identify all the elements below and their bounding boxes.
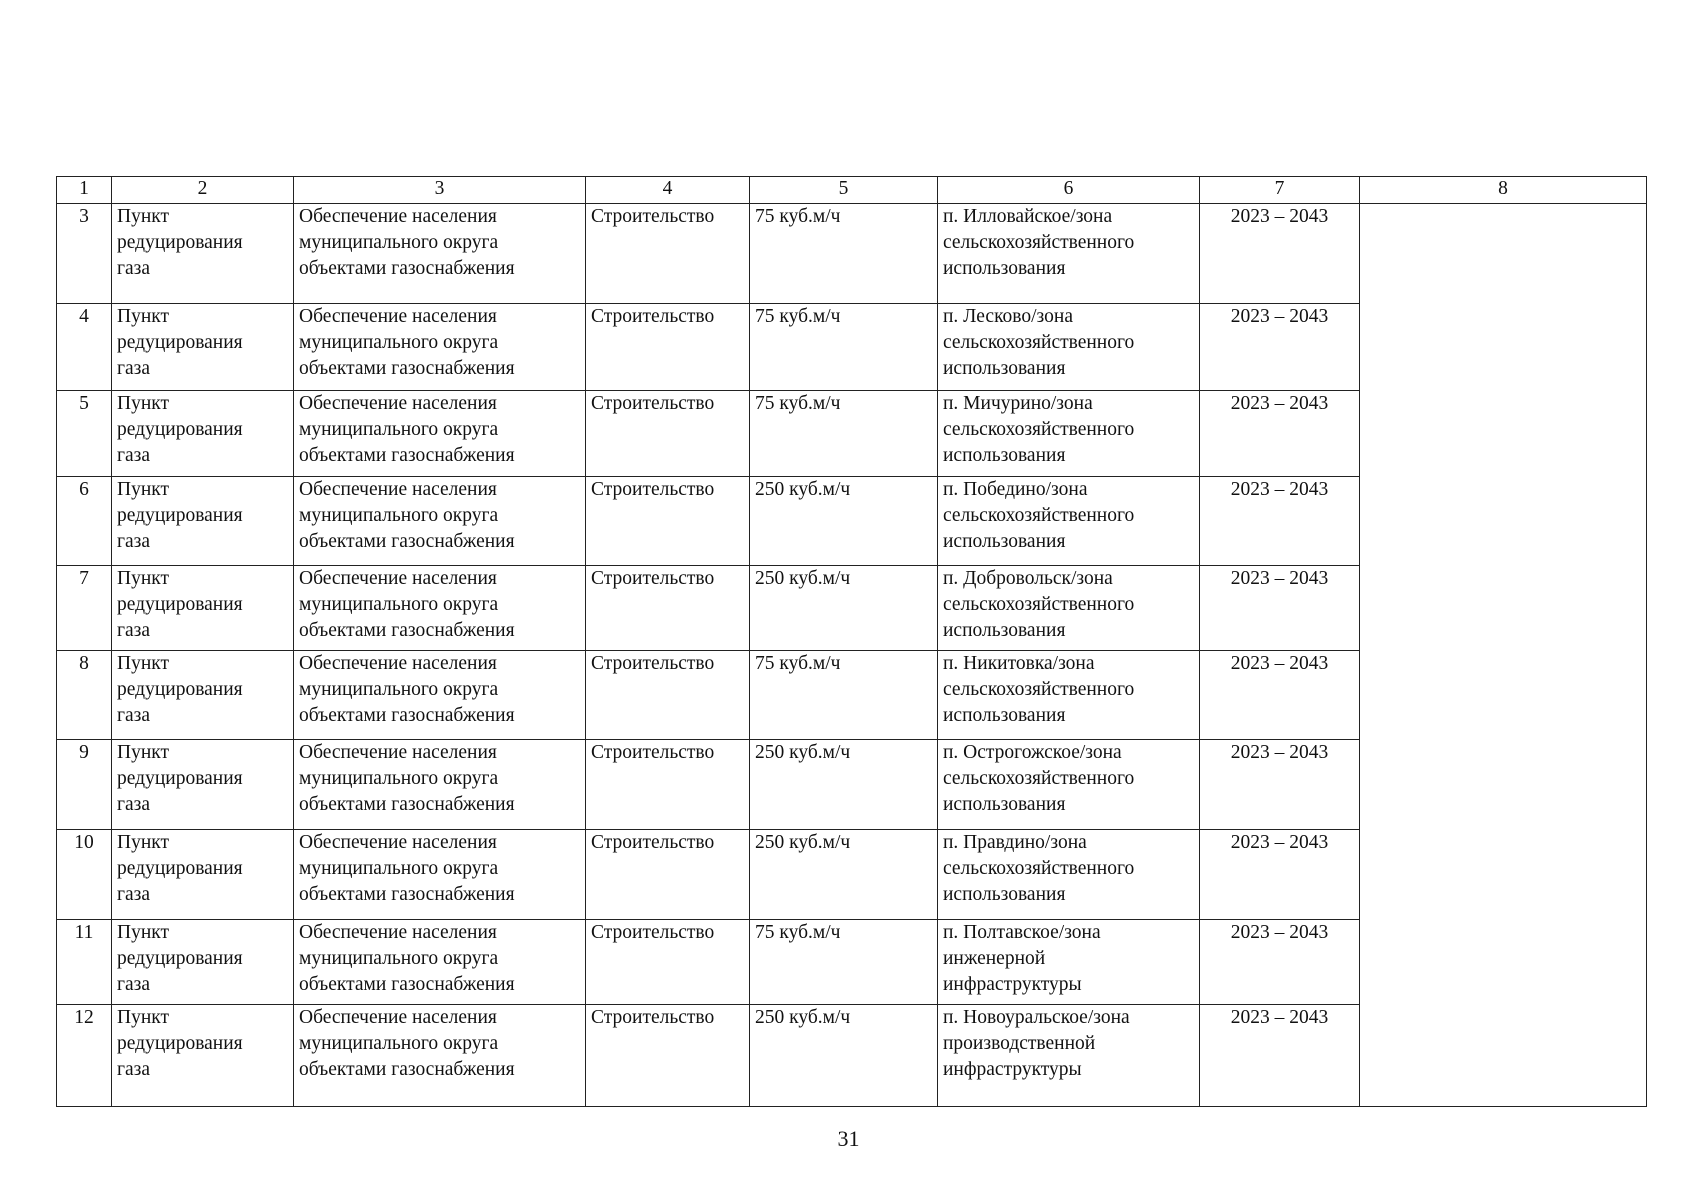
notes-cell (1360, 651, 1647, 740)
object-name-cell (112, 651, 294, 740)
location-cell-line: сельскохозяйственного (943, 332, 1135, 353)
notes-cell (1360, 1005, 1647, 1107)
purpose-cell (294, 1005, 586, 1107)
capacity-cell: 250 куб.м/ч (750, 1005, 938, 1107)
period-cell: 2023 – 2043 (1200, 566, 1360, 651)
row-number-cell: 3 (57, 204, 112, 304)
purpose-cell-line: муниципального округа (299, 948, 499, 969)
purpose-cell-line: объектами газоснабжения (299, 705, 515, 726)
purpose-cell-line: муниципального округа (299, 1033, 499, 1054)
object-name-cell (112, 566, 294, 651)
action-cell: Строительство (586, 304, 750, 391)
object-name-cell (112, 391, 294, 477)
header-col-6: 6 (938, 177, 1200, 204)
object-name-cell-line: редуцирования (117, 1033, 243, 1054)
table-row (57, 204, 1647, 304)
location-cell-line: сельскохозяйственного (943, 594, 1135, 615)
object-name-cell-line: Пункт (117, 922, 170, 943)
object-name-cell-line: Пункт (117, 393, 170, 414)
object-name-cell-line: газа (117, 794, 151, 815)
location-cell (938, 304, 1200, 391)
purpose-cell-line: объектами газоснабжения (299, 1059, 515, 1080)
location-cell-line: использования (943, 258, 1066, 279)
period-cell: 2023 – 2043 (1200, 920, 1360, 1005)
object-name-cell-line: газа (117, 974, 151, 995)
table-row (57, 566, 1647, 651)
action-cell: Строительство (586, 651, 750, 740)
header-row (57, 177, 1647, 204)
notes-cell (1360, 391, 1647, 477)
purpose-cell-line: объектами газоснабжения (299, 794, 515, 815)
purpose-cell (294, 920, 586, 1005)
table-row (57, 1005, 1647, 1107)
location-cell-line: п. Победино/зона (943, 479, 1088, 500)
purpose-cell-line: муниципального округа (299, 679, 499, 700)
purpose-cell-line: объектами газоснабжения (299, 974, 515, 995)
purpose-cell-line: Обеспечение населения (299, 568, 497, 589)
notes-cell (1360, 566, 1647, 651)
row-number-cell: 6 (57, 477, 112, 566)
object-name-cell-line: газа (117, 258, 151, 279)
object-name-cell-line: Пункт (117, 206, 170, 227)
period-cell: 2023 – 2043 (1200, 740, 1360, 830)
location-cell-line: инфраструктуры (943, 974, 1082, 995)
page-number: 31 (837, 1126, 860, 1151)
header-col-5: 5 (750, 177, 938, 204)
location-cell-line: п. Никитовка/зона (943, 653, 1095, 674)
location-cell-line: п. Новоуральское/зона (943, 1007, 1130, 1028)
action-cell: Строительство (586, 477, 750, 566)
action-cell: Строительство (586, 920, 750, 1005)
notes-cell (1360, 740, 1647, 830)
location-cell-line: п. Полтавское/зона (943, 922, 1101, 943)
location-cell-line: сельскохозяйственного (943, 679, 1135, 700)
object-name-cell-line: газа (117, 358, 151, 379)
purpose-cell-line: муниципального округа (299, 858, 499, 879)
period-cell: 2023 – 2043 (1200, 204, 1360, 304)
object-name-cell-line: газа (117, 1059, 151, 1080)
location-cell (938, 566, 1200, 651)
location-cell (938, 477, 1200, 566)
action-cell: Строительство (586, 740, 750, 830)
table-row (57, 391, 1647, 477)
location-cell-line: п. Илловайское/зона (943, 206, 1113, 227)
object-name-cell-line: редуцирования (117, 332, 243, 353)
purpose-cell-line: объектами газоснабжения (299, 258, 515, 279)
purpose-cell-line: объектами газоснабжения (299, 884, 515, 905)
purpose-cell-line: объектами газоснабжения (299, 445, 515, 466)
table-row (57, 920, 1647, 1005)
object-name-cell-line: Пункт (117, 479, 170, 500)
object-name-cell-line: редуцирования (117, 858, 243, 879)
location-cell (938, 830, 1200, 920)
table-row (57, 830, 1647, 920)
purpose-cell-line: муниципального округа (299, 232, 499, 253)
purpose-cell-line: объектами газоснабжения (299, 358, 515, 379)
location-cell-line: инженерной (943, 948, 1046, 969)
object-name-cell (112, 830, 294, 920)
object-name-cell-line: Пункт (117, 742, 170, 763)
object-name-cell-line: газа (117, 705, 151, 726)
purpose-cell-line: Обеспечение населения (299, 479, 497, 500)
location-cell-line: использования (943, 705, 1066, 726)
location-cell-line: сельскохозяйственного (943, 232, 1135, 253)
object-name-cell-line: газа (117, 531, 151, 552)
facilities-table (56, 176, 1647, 1107)
location-cell-line: п. Лесково/зона (943, 306, 1073, 327)
location-cell (938, 204, 1200, 304)
period-cell: 2023 – 2043 (1200, 304, 1360, 391)
capacity-cell: 75 куб.м/ч (750, 391, 938, 477)
capacity-cell: 250 куб.м/ч (750, 477, 938, 566)
object-name-cell (112, 304, 294, 391)
location-cell-line: сельскохозяйственного (943, 768, 1135, 789)
purpose-cell-line: Обеспечение населения (299, 832, 497, 853)
header-col-7: 7 (1200, 177, 1360, 204)
notes-cell (1360, 204, 1647, 304)
purpose-cell-line: объектами газоснабжения (299, 620, 515, 641)
row-number-cell: 9 (57, 740, 112, 830)
location-cell-line: п. Острогожское/зона (943, 742, 1122, 763)
notes-cell (1360, 830, 1647, 920)
purpose-cell (294, 477, 586, 566)
object-name-cell-line: Пункт (117, 832, 170, 853)
object-name-cell-line: редуцирования (117, 505, 243, 526)
action-cell: Строительство (586, 204, 750, 304)
object-name-cell-line: редуцирования (117, 948, 243, 969)
purpose-cell-line: Обеспечение населения (299, 742, 497, 763)
table-row (57, 651, 1647, 740)
location-cell-line: использования (943, 531, 1066, 552)
row-number-cell: 5 (57, 391, 112, 477)
location-cell-line: инфраструктуры (943, 1059, 1082, 1080)
object-name-cell-line: Пункт (117, 568, 170, 589)
period-cell: 2023 – 2043 (1200, 830, 1360, 920)
location-cell (938, 651, 1200, 740)
location-cell-line: использования (943, 620, 1066, 641)
header-col-3: 3 (294, 177, 586, 204)
capacity-cell: 75 куб.м/ч (750, 920, 938, 1005)
object-name-cell-line: редуцирования (117, 679, 243, 700)
location-cell-line: сельскохозяйственного (943, 419, 1135, 440)
object-name-cell (112, 1005, 294, 1107)
row-number-cell: 11 (57, 920, 112, 1005)
period-cell: 2023 – 2043 (1200, 1005, 1360, 1107)
table-row (57, 477, 1647, 566)
location-cell (938, 1005, 1200, 1107)
object-name-cell (112, 204, 294, 304)
notes-cell (1360, 477, 1647, 566)
table-header (57, 177, 1647, 204)
location-cell-line: использования (943, 884, 1066, 905)
header-col-1: 1 (57, 177, 112, 204)
location-cell-line: использования (943, 445, 1066, 466)
row-number-cell: 7 (57, 566, 112, 651)
purpose-cell (294, 566, 586, 651)
capacity-cell: 250 куб.м/ч (750, 566, 938, 651)
location-cell (938, 920, 1200, 1005)
object-name-cell-line: газа (117, 620, 151, 641)
capacity-cell: 75 куб.м/ч (750, 651, 938, 740)
row-number-cell: 8 (57, 651, 112, 740)
header-col-8: 8 (1360, 177, 1647, 204)
header-col-2: 2 (112, 177, 294, 204)
table-row (57, 304, 1647, 391)
header-col-4: 4 (586, 177, 750, 204)
notes-cell (1360, 304, 1647, 391)
purpose-cell-line: Обеспечение населения (299, 1007, 497, 1028)
action-cell: Строительство (586, 830, 750, 920)
purpose-cell-line: муниципального округа (299, 332, 499, 353)
location-cell-line: производственной (943, 1033, 1096, 1054)
purpose-cell (294, 391, 586, 477)
purpose-cell-line: объектами газоснабжения (299, 531, 515, 552)
purpose-cell-line: Обеспечение населения (299, 306, 497, 327)
location-cell-line: п. Добровольск/зона (943, 568, 1113, 589)
purpose-cell (294, 304, 586, 391)
action-cell: Строительство (586, 391, 750, 477)
purpose-cell-line: муниципального округа (299, 419, 499, 440)
capacity-cell: 75 куб.м/ч (750, 304, 938, 391)
action-cell: Строительство (586, 566, 750, 651)
purpose-cell-line: Обеспечение населения (299, 393, 497, 414)
purpose-cell (294, 651, 586, 740)
period-cell: 2023 – 2043 (1200, 651, 1360, 740)
object-name-cell-line: газа (117, 445, 151, 466)
table-body (57, 204, 1647, 1107)
purpose-cell (294, 740, 586, 830)
purpose-cell (294, 830, 586, 920)
capacity-cell: 250 куб.м/ч (750, 830, 938, 920)
object-name-cell-line: редуцирования (117, 419, 243, 440)
action-cell: Строительство (586, 1005, 750, 1107)
purpose-cell (294, 204, 586, 304)
purpose-cell-line: Обеспечение населения (299, 206, 497, 227)
object-name-cell-line: Пункт (117, 653, 170, 674)
object-name-cell-line: Пункт (117, 306, 170, 327)
object-name-cell (112, 740, 294, 830)
period-cell: 2023 – 2043 (1200, 391, 1360, 477)
purpose-cell-line: Обеспечение населения (299, 653, 497, 674)
object-name-cell-line: редуцирования (117, 232, 243, 253)
location-cell-line: использования (943, 358, 1066, 379)
table-row (57, 740, 1647, 830)
location-cell-line: сельскохозяйственного (943, 858, 1135, 879)
notes-cell (1360, 920, 1647, 1005)
location-cell-line: сельскохозяйственного (943, 505, 1135, 526)
object-name-cell (112, 477, 294, 566)
object-name-cell-line: редуцирования (117, 594, 243, 615)
purpose-cell-line: Обеспечение населения (299, 922, 497, 943)
object-name-cell (112, 920, 294, 1005)
object-name-cell-line: Пункт (117, 1007, 170, 1028)
object-name-cell-line: газа (117, 884, 151, 905)
purpose-cell-line: муниципального округа (299, 505, 499, 526)
row-number-cell: 12 (57, 1005, 112, 1107)
location-cell-line: п. Правдино/зона (943, 832, 1087, 853)
location-cell-line: использования (943, 794, 1066, 815)
purpose-cell-line: муниципального округа (299, 594, 499, 615)
purpose-cell-line: муниципального округа (299, 768, 499, 789)
location-cell-line: п. Мичурино/зона (943, 393, 1093, 414)
row-number-cell: 10 (57, 830, 112, 920)
object-name-cell-line: редуцирования (117, 768, 243, 789)
period-cell: 2023 – 2043 (1200, 477, 1360, 566)
row-number-cell: 4 (57, 304, 112, 391)
location-cell (938, 740, 1200, 830)
capacity-cell: 250 куб.м/ч (750, 740, 938, 830)
capacity-cell: 75 куб.м/ч (750, 204, 938, 304)
location-cell (938, 391, 1200, 477)
